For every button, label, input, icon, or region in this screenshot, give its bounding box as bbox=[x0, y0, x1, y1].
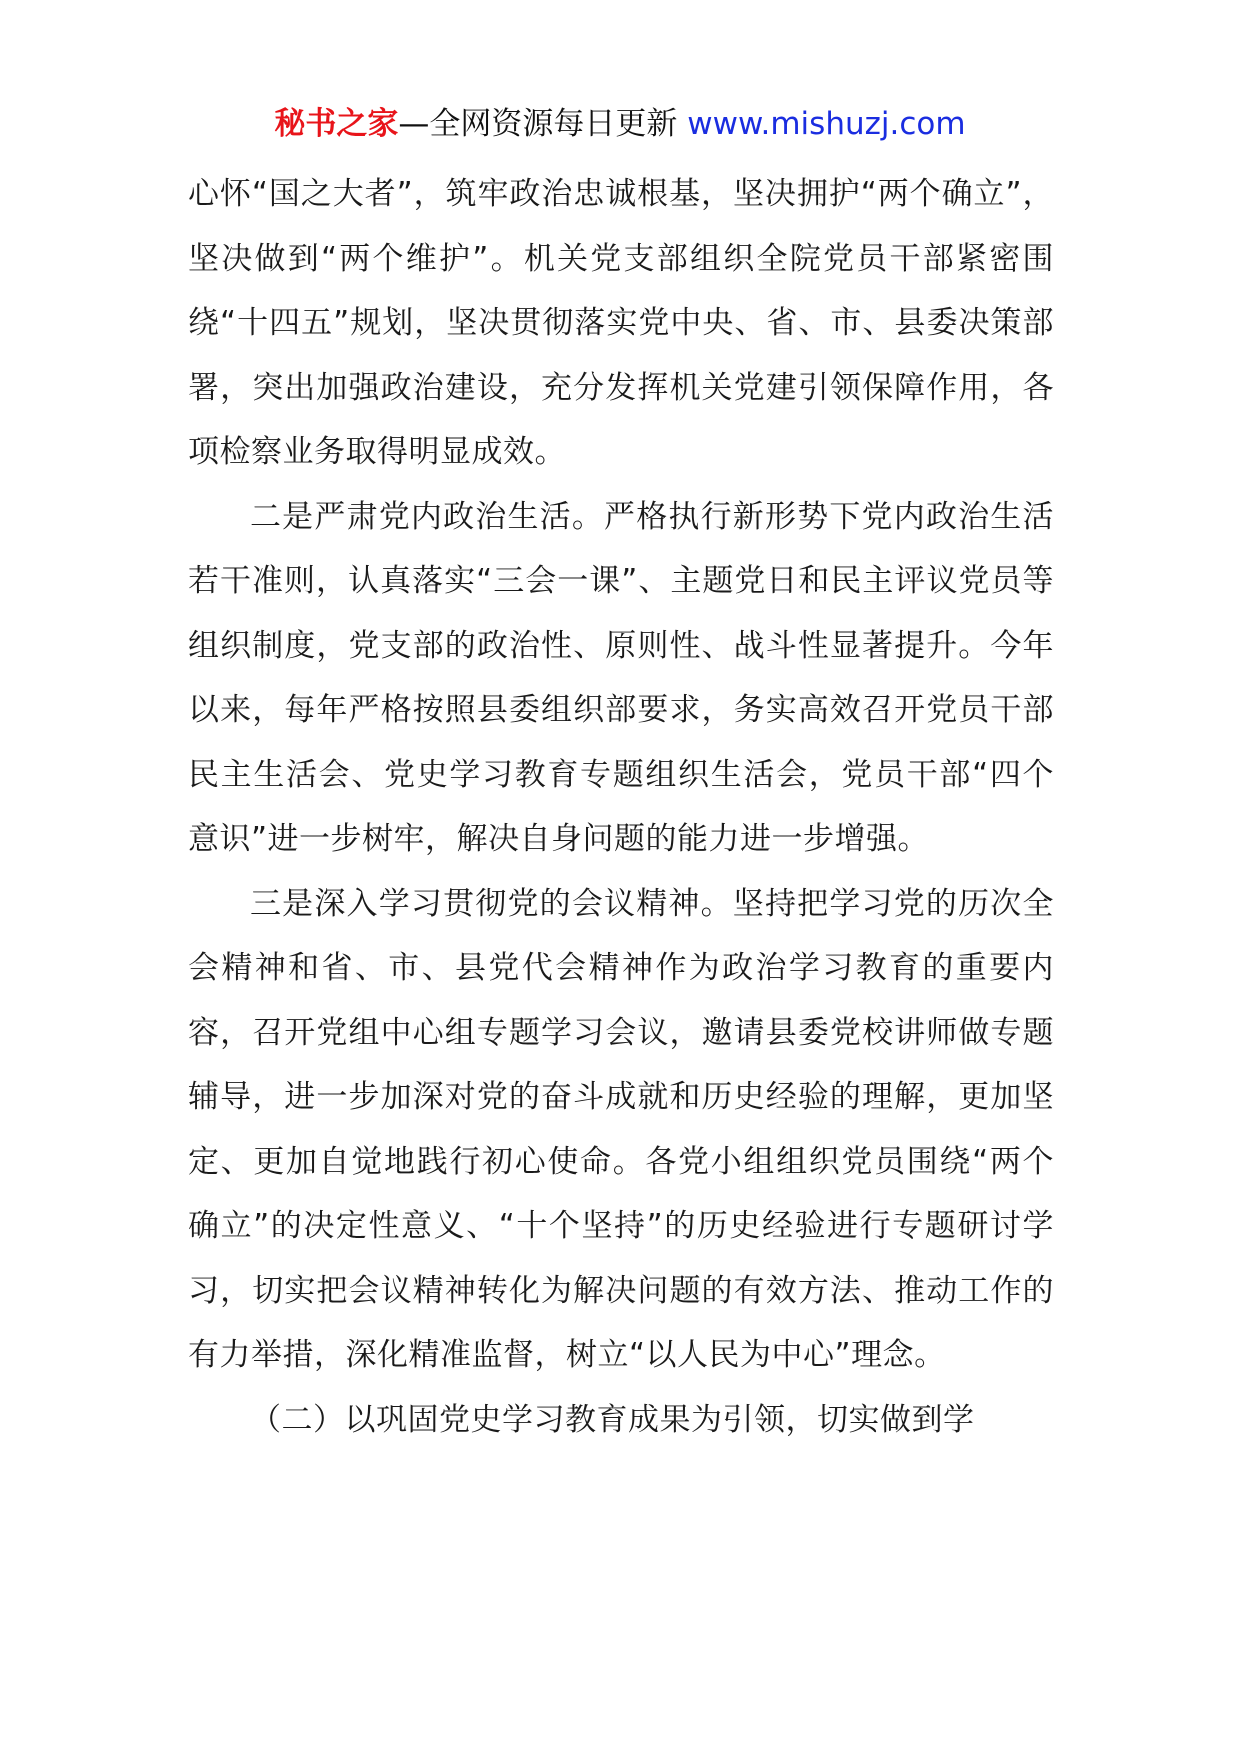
site-url[interactable]: www.mishuzj.com bbox=[687, 106, 966, 142]
paragraph-point-two: 二是严肃党内政治生活。严格执行新形势下党内政治生活若干准则，认真落实“三会一课”、主题党日和民主评议党员等组织制度，党支部的政治性、原则性、战斗性显著提升。今年以来，每年严格按照县委组织部要求，务实高效召开党员干部民主生活会、党史学习教育专题组织生活会，党员干部“四个意识”进一步树牢，解决自身问题的能力进一步增强。 bbox=[188, 498, 1054, 857]
brand-name: 秘书之家 bbox=[274, 106, 399, 142]
paragraph-continued: 心怀“国之大者”，筑牢政治忠诚根基，坚决拥护“两个确立”，坚决做到“两个维护”。机关党支部组织全院党员干部紧密围绕“十四五”规划，坚决贯彻落实党中央、省、市、县委决策部署，突出加强政治建设，充分发挥机关党建引领保障作用，各项检察业务取得明显成效。 bbox=[188, 176, 1054, 470]
page-header bbox=[0, 100, 1240, 148]
document-body bbox=[188, 162, 1054, 1452]
section-heading-two: （二）以巩固党史学习教育成果为引领，切实做到学 bbox=[250, 1401, 975, 1438]
paragraph-point-three: 三是深入学习贯彻党的会议精神。坚持把学习党的历次全会精神和省、市、县党代会精神作为政治学习教育的重要内容，召开党组中心组专题学习会议，邀请县委党校讲师做专题辅导，进一步加深对党的奋斗成就和历史经验的理解，更加坚定、更加自觉地践行初心使命。各党小组组织党员围绕“两个确立”的决定性意义、“十个坚持”的历史经验进行专题研讨学习，切实把会议精神转化为解决问题的有效方法、推动工作的有力举措，深化精准监督，树立“以人民为中心”理念。 bbox=[188, 885, 1054, 1373]
header-tagline: —全网资源每日更新 bbox=[398, 106, 688, 142]
